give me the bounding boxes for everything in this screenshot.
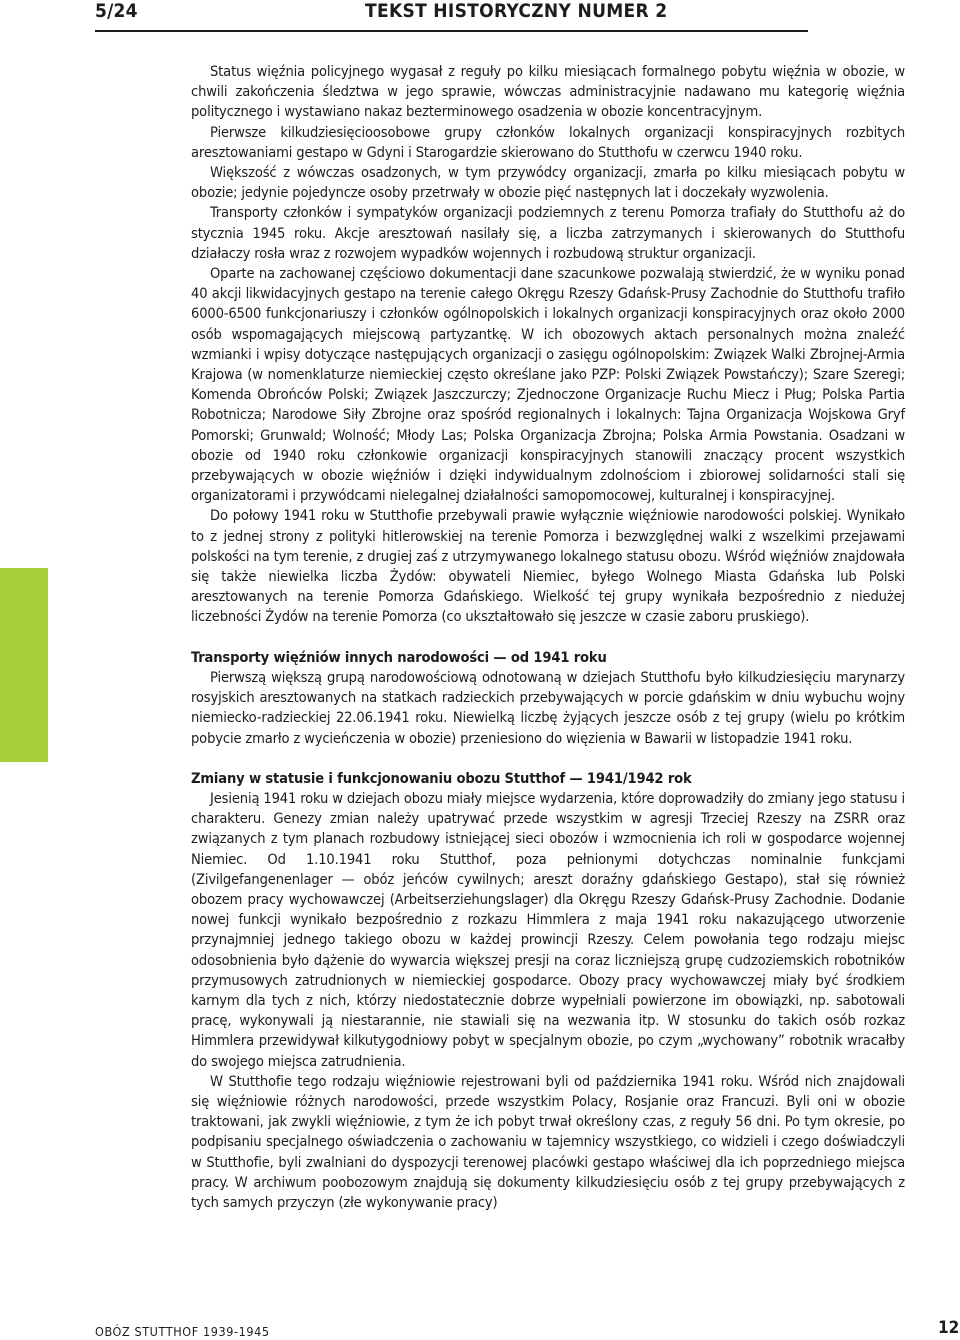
header-title: TEKST HISTORYCZNY NUMER 2 <box>365 0 668 22</box>
header-rule <box>95 30 808 32</box>
paragraph-3: Większość z wówczas osadzonych, w tym przywódcy organizacji, zmarła po kilku miesiącach pobytu w obozie; jedynie pojedyncze osoby przetrwały w obozie pięć następnych lat i doczekały wyzwolenia. <box>191 164 905 202</box>
article-body <box>191 62 905 1213</box>
spacer <box>191 628 905 648</box>
page-number: 5/24 <box>95 0 138 22</box>
footer-page-number: 12 <box>938 1318 960 1338</box>
paragraph-1: Status więźnia policyjnego wygasał z reguły po kilku miesiącach formalnego pobytu więźnia w obozie, w chwili zakończenia śledztwa w jego sprawie, wówczas administracyjnie nadawano mu kategorię więźnia politycznego i wystawiano nakaz bezterminowego osadzenia w obozie koncentracyjnym. <box>191 63 905 121</box>
paragraph-8: Jesienią 1941 roku w dziejach obozu miały miejsce wydarzenia, które doprowadziły do zmiany jego statusu i charakteru. Genezy zmian należy upatrywać przede wszystkim w agresji Trzeciej Rzeszy na ZSRR oraz związanych z tym planach rozbudowy istniejącej sieci obozów i wzmocnienia ich roli w gospodarce wojennej Niemiec. Od 1.10.1941 roku Stutthof, poza pełnionymi dotychczas nominalnie funkcjami (Zivilgefangenenlager — obóz jeńców cywilnych; areszt doraźny gdańskiego Gestapo), stał się również obozem pracy wychowawczej (Arbeitserziehungslager) dla Okręgu Rzeszy Gdańsk-Prusy Zachodnie. Dodanie nowej funkcji wynikało bezpośrednio z rozkazu Himmlera z maja 1941 roku nakazującego utworzenie przynajmniej jednego takiego obozu w każdej prowincji Rzeszy. Celem powołania tego rodzaju miejsc odosobnienia było dążenie do wywarcia większej presji na coraz liczniejszą grupę cudzoziemskich robotników przymusowych zatrudnionych w niemieckiej gospodarce. Obozy pracy wychowawczej miały być środkiem karnym dla tych z nich, którzy niedostatecznie dobrze wypełniali powierzone im obowiązki, np. sabotowali pracę, wykonywali ją niestarannie, nie stawiali się na wezwania itp. W stosunku do takich osób rozkaz Himmlera przewidywał kilkutygodniowy pobyt w specjalnym obozie, po czym „wychowany” robotnik wracałby do swojego miejsca zatrudnienia. <box>191 789 905 1070</box>
section-heading-status-changes: Zmiany w statusie i funkcjonowaniu obozu Stutthof — 1941/1942 rok <box>191 769 692 787</box>
side-accent-bar <box>0 568 48 762</box>
footer-publication-title: OBÓZ STUTTHOF 1939-1945 <box>95 1324 270 1339</box>
paragraph-5: Oparte na zachowanej częściowo dokumentacji dane szacunkowe pozwalają stwierdzić, że w wyniku ponad 40 akcji likwidacyjnych gestapo na terenie całego Okręgu Rzeszy Gdańsk-Prusy Zachodnie do Stutthofu trafiło 6000-6500 funkcjonariuszy i członków ogólnopolskich i lokalnych organizacji konspiracyjnych oraz około 2000 osób wspomagających miejscową partyzantkę. W ich obozowych aktach personalnych można znaleźć wzmianki i wpisy dotyczące następujących organizacji o zasięgu ogólnopolskim: Związek Walki Zbrojnej-Armia Krajowa (w nomenklaturze niemieckiej często określane jako PZP: Polski Związek Powstańczy); Szare Szeregi; Komenda Obrońców Polski; Związek Jaszczurczy; Zjednoczone Organizacje Ruchu Miecz i Pług; Polska Partia Robotnicza; Narodowe Siły Zbrojne oraz spośród regionalnych i lokalnych: Tajna Organizacja Wojskowa Gryf Pomorski; Grunwald; Wolność; Młody Las; Polska Organizacja Zbrojna; Polska Armia Powstania. Osadzani w obozie od 1940 roku członkowie organizacji konspiracyjnych stanowili znaczący procent wszystkich przebywających w obozie więźniów i dzięki indywidualnym zdolnościom i zbiorowej solidarności stali się organizatorami i przywódcami nielegalnej działalności samopomocowej, kulturalnej i konspiracyjnej. <box>191 265 905 505</box>
spacer <box>191 749 905 769</box>
paragraph-4: Transporty członków i sympatyków organizacji podziemnych z terenu Pomorza trafiały do Stutthofu aż do stycznia 1945 roku. Akcje aresztowań nasilały się, a liczba zatrzymanych i skierowanych do Stutthofu działaczy rosła wraz z rozwojem wypadków wojennych i rozbudową struktur organizacji. <box>191 204 905 262</box>
paragraph-2: Pierwsze kilkudziesięcioosobowe grupy członków lokalnych organizacji konspiracyjnych rozbitych aresztowaniami gestapo w Gdyni i Starogardzie skierowano do Stutthofu w czerwcu 1940 roku. <box>191 123 905 161</box>
paragraph-9: W Stutthofie tego rodzaju więźniowie rejestrowani byli od października 1941 roku. Wśród nich znajdowali się więźniowie różnych narodowości, przede wszystkim Polacy, Rosjanie oraz Francuzi. Byli oni w obozie traktowani, jak zwykli więźniowie, z tym że ich pobyt trwał określony czas, z reguły 56 dni. Po tym okresie, po podpisaniu specjalnego oświadczenia o zachowaniu w tajemnicy wszystkiego, co widzieli i czego doświadczyli w Stutthofie, byli zwalniani do dyspozycji terenowej placówki gestapo właściwej dla ich poprzedniego miejsca pracy. W archiwum poobozowym znajdują się dokumenty kilkudziesięciu osób z tej grupy przebywających z tych samych przyczyn (złe wykonywanie pracy) <box>191 1072 905 1211</box>
paragraph-6: Do połowy 1941 roku w Stutthofie przebywali prawie wyłącznie więźniowie narodowości polskiej. Wynikało to z jednej strony z polityki hitlerowskiej na terenie Pomorza i bezwzględnej walki z wszelkimi przejawami polskości na tym terenie, z drugiej zaś z utrzymywanego lokalnego statusu obozu. Wśród więźniów znajdowała się także niewielka liczba Żydów: obywateli Niemiec, byłego Wolnego Miasta Gdańska lub Polski aresztowanych na terenie Pomorza Gdańskiego. Wielkość tej grupy wynikała bezpośrednio z niedużej liczebności Żydów na terenie Pomorza (co ukształtowało się jeszcze w czasie zaboru pruskiego). <box>191 507 905 626</box>
section-heading-transports: Transporty więźniów innych narodowości — od 1941 roku <box>191 648 607 666</box>
paragraph-7: Pierwszą większą grupą narodowościową odnotowaną w dziejach Stutthofu było kilkudziesięciu marynarzy rosyjskich aresztowanych na statkach radzieckich przebywających w porcie gdańskim w dniu wybuchu wojny niemiecko-radzieckiej 22.06.1941 roku. Niewielką liczbę żyjących jeszcze osób z tej grupy (wielu po krótkim pobycie zmarło z wycieńczenia w obozie) przeniesiono do więzienia w Bawarii w listopadzie 1941 roku. <box>191 668 905 747</box>
